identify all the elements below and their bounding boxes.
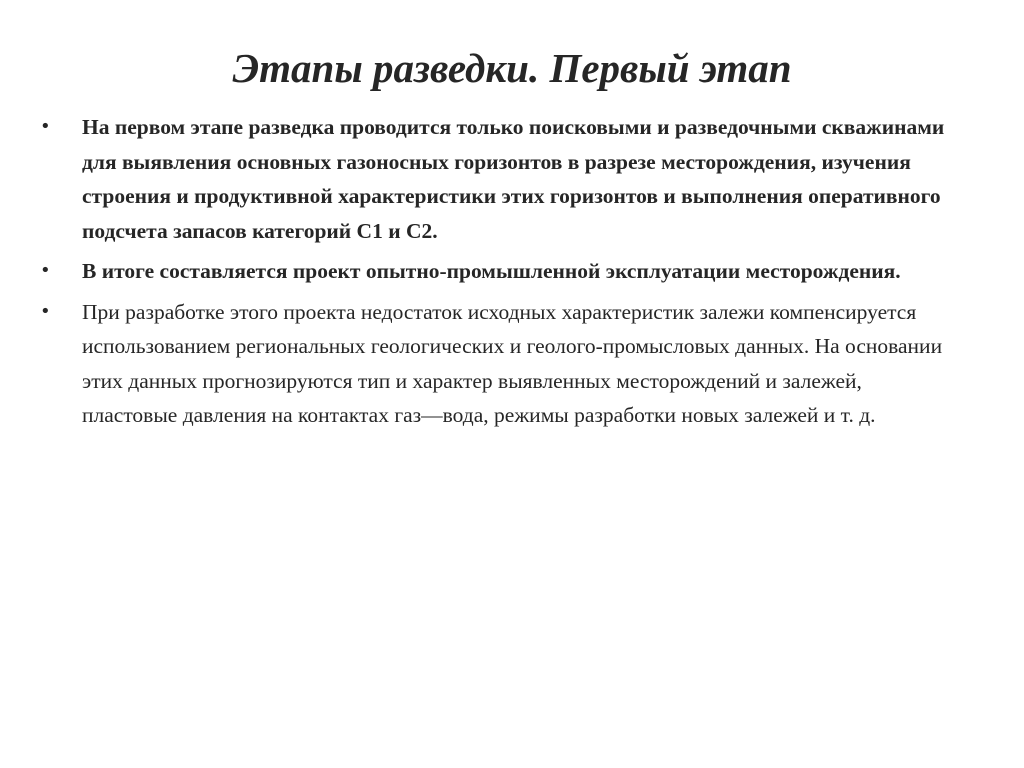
bullet-icon: • [40,260,51,281]
bullet-text-1: На первом этапе разведка проводится только поисковыми и разведочными скважинами для выявления основных газоносных горизонтов в разрезе месторождения, изучения строения и продуктивной характеристики этих горизонтов и выполнения оперативного подсчета запасов категорий С1 и С2. [82,115,945,243]
bullet-list [40,110,960,439]
bullet-icon: • [40,116,51,137]
bullet-item-3 [40,295,960,433]
slide-title: Этапы разведки. Первый этап [232,45,792,91]
bullet-text-3: При разработке этого проекта недостаток исходных характеристик залежи компенсируется использованием региональных геологических и геолого-промысловых данных. На основании этих данных прогнозируются тип и характер выявленных месторождений и залежей, пластовые давления на контактах газ—вода, режимы разработки новых залежей и т. д. [82,299,943,427]
bullet-item-2 [40,254,960,289]
bullet-text-2: В итоге составляется проект опытно-промышленной эксплуатации месторождения. [82,259,901,283]
bullet-icon: • [40,300,51,322]
bullet-item-1 [40,110,960,248]
